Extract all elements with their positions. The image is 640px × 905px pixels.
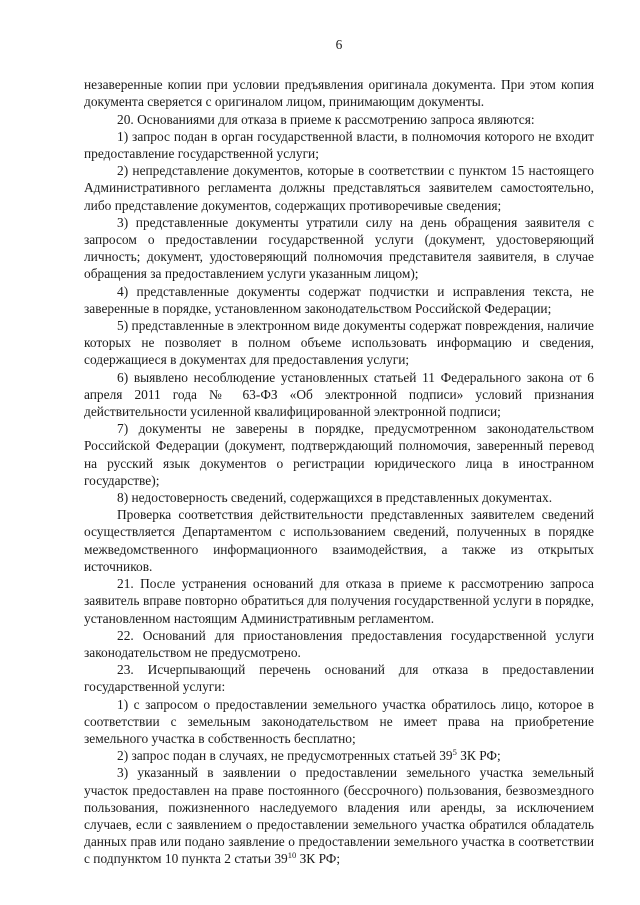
paragraph-text: 6) выявлено несоблюдение установленных статьей 11 Федерального закона от 6 апреля 2011 года № 63-ФЗ «Об электронной подписи» условий признания действительности усиленной квалифицированной электронной подписи; [84, 369, 594, 420]
paragraph [84, 506, 594, 575]
paragraph [84, 76, 594, 110]
paragraph-text: 21. После устранения оснований для отказа в приеме к рассмотрению запроса заявитель вправе повторно обратиться для получения государственной услуги в порядке, установленном настоящим Административным регламентом. [84, 576, 594, 626]
paragraph-text: 4) представленные документы содержат подчистки и исправления текста, не заверенные в порядке, установленном законодательством Российской Федерации; [84, 283, 594, 316]
paragraph-text: 1) с запросом о предоставлении земельного участка обратилось лицо, которое в соответствии с земельным законодательством не имеет права на приобретение земельного участка в собственность бесплатно; [84, 696, 594, 746]
paragraph-tail: ЗК РФ; [296, 851, 341, 867]
paragraph-text: 22. Оснований для приостановления предоставления государственной услуги законодательством не предусмотрено. [84, 627, 594, 660]
superscript: 10 [287, 850, 297, 861]
paragraph-text: 8) недостоверность сведений, содержащихся в представленных документах. [117, 490, 553, 506]
paragraph-text: 20. Основаниями для отказа в приеме к рассмотрению запроса являются: [117, 111, 535, 127]
paragraph [84, 661, 594, 695]
paragraph [84, 627, 594, 661]
paragraph-text: 3) представленные документы утратили силу на день обращения заявителя с запросом о предоставлении государственной услуги (документ, удостоверяющий личность; документ, удостоверяющий полномочия представителя заявителя, в случае обращения за предоставлением услуги указанным лицом); [84, 214, 594, 282]
paragraph-text: 3) указанный в заявлении о предоставлении земельного участка земельный участок предоставлен на праве постоянного (бессрочного) пользования, безвозмездного пользования, пожизненного наследуемого владения или аренды, за исключением случаев, если с заявлением о предоставлении земельного участка обратился обладатель данных прав или подано заявление о предоставлении земельного участка в соответствии с подпунктом 10 пункта 2 статьи 39 [84, 765, 594, 867]
paragraph [84, 162, 594, 214]
paragraph-text: 2) непредставление документов, которые в соответствии с пунктом 15 настоящего Административного регламента должны представляться заявителем самостоятельно, либо представление документов, содержащих противоречивые сведения; [84, 163, 594, 213]
paragraph [84, 317, 594, 369]
paragraph-text: 23. Исчерпывающий перечень оснований для отказа в предоставлении государственной услуги: [84, 662, 594, 695]
paragraph [84, 369, 594, 421]
paragraph-text: 1) запрос подан в орган государственной власти, в полномочия которого не входит предоставление государственной услуги; [84, 128, 594, 162]
paragraph [84, 489, 594, 506]
paragraph-text: 5) представленные в электронном виде документы содержат повреждения, наличие которых не позволяет в полном объеме использовать информацию и сведения, содержащиеся в документах для предоставления услуги; [84, 318, 594, 368]
paragraph [84, 420, 594, 489]
paragraph [84, 283, 594, 317]
paragraph [84, 575, 594, 627]
paragraph-text: незаверенные копии при условии предъявления оригинала документа. При этом копия документа сверяется с оригиналом лицом, принимающим документы. [84, 77, 594, 110]
paragraph [84, 764, 594, 867]
paragraph-text: Проверка соответствия действительности представленных заявителем сведений осуществляется Департаментом с использованием сведений, полученных в порядке межведомственного информационного взаимодействия, а также из открытых источников. [84, 507, 594, 574]
paragraph [84, 696, 594, 748]
paragraph-tail: ЗК РФ; [456, 748, 501, 764]
paragraph [84, 111, 594, 128]
paragraph [84, 747, 594, 764]
paragraph-text: 2) запрос подан в случаях, не предусмотренных статьей 39 [117, 748, 453, 764]
paragraph [84, 128, 594, 162]
page-number: 6 [335, 37, 343, 52]
paragraph-text: 7) документы не заверены в порядке, предусмотренном законодательством Российской Федерации (документ, подтверждающий полномочия, заверенный перевод на русский язык документов о регистрации юридического лица в иностранном государстве); [84, 421, 594, 488]
paragraph [84, 214, 594, 283]
document-body [84, 76, 594, 867]
superscript: 5 [452, 747, 457, 758]
